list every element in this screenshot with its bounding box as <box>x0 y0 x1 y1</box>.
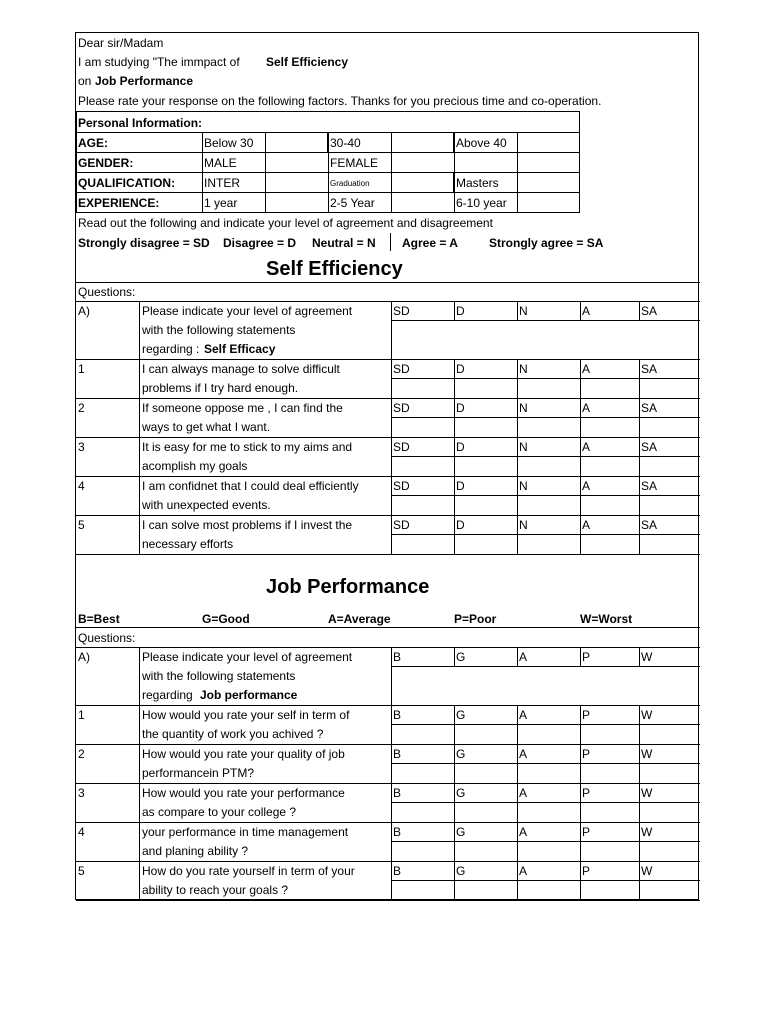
question-number: 3 <box>78 440 85 454</box>
rating-option[interactable]: N <box>519 518 528 532</box>
rating-option[interactable]: D <box>456 401 465 415</box>
divider <box>639 437 640 476</box>
divider <box>76 359 700 360</box>
divider <box>454 647 455 666</box>
divider <box>580 476 581 515</box>
legend-good: G=Good <box>202 612 250 626</box>
gender-option: FEMALE <box>330 156 379 170</box>
rating-option[interactable]: G <box>456 747 466 761</box>
divider <box>76 437 700 438</box>
rating-option[interactable]: D <box>456 440 465 454</box>
question-text: I can always manage to solve difficult <box>142 362 340 376</box>
questions-label: Questions: <box>78 631 136 645</box>
question-text: and planing ability ? <box>142 844 249 858</box>
divider <box>139 861 140 900</box>
experience-label: EXPERIENCE: <box>78 196 160 210</box>
divider <box>391 841 700 842</box>
rating-option[interactable]: P <box>582 825 591 839</box>
rating-option[interactable]: B <box>393 650 402 664</box>
divider <box>454 861 455 900</box>
rating-option[interactable]: P <box>582 650 591 664</box>
divider <box>517 301 518 320</box>
agreement-instruction: Read out the following and indicate your level of agreement and disagreement <box>78 216 493 230</box>
rating-option[interactable]: SD <box>393 304 410 318</box>
divider <box>328 132 329 213</box>
question-text: with the following statements <box>142 323 296 337</box>
question-text: as compare to your college ? <box>142 805 297 819</box>
scale-d: Disagree = D <box>223 236 297 250</box>
divider <box>139 359 140 398</box>
question-text: performancein PTM? <box>142 766 255 780</box>
scale-n: Neutral = N <box>312 236 376 250</box>
question-number: 4 <box>78 825 85 839</box>
rating-option[interactable]: N <box>519 304 528 318</box>
divider <box>391 320 700 321</box>
divider <box>76 705 700 706</box>
divider <box>391 705 392 744</box>
rating-option[interactable]: W <box>641 864 653 878</box>
divider <box>76 647 700 648</box>
divider <box>391 495 700 496</box>
divider <box>391 880 700 881</box>
legend-average: A=Average <box>328 612 391 626</box>
rating-option[interactable]: A <box>519 650 528 664</box>
intro-row-label: A) <box>78 650 90 664</box>
divider <box>390 233 391 251</box>
age-label: AGE: <box>78 136 108 150</box>
questions-label: Questions: <box>78 285 136 299</box>
question-text: problems if I try hard enough. <box>142 381 299 395</box>
divider <box>76 627 700 628</box>
question-text: Please indicate your level of agreement <box>142 650 353 664</box>
divider <box>76 783 700 784</box>
rating-option[interactable]: N <box>519 440 528 454</box>
question-number: 4 <box>78 479 85 493</box>
experience-option: 6-10 year <box>456 196 507 210</box>
divider <box>454 437 455 476</box>
divider <box>517 398 518 437</box>
question-number: 5 <box>78 518 85 532</box>
divider <box>391 802 700 803</box>
rating-option[interactable]: B <box>393 825 402 839</box>
divider <box>639 515 640 554</box>
rating-option[interactable]: G <box>456 864 466 878</box>
divider <box>517 705 518 744</box>
question-text: It is easy for me to stick to my aims and <box>142 440 353 454</box>
question-text: regarding <box>142 688 193 702</box>
rating-option[interactable]: N <box>519 479 528 493</box>
personal-info-header: Personal Information: <box>78 116 203 130</box>
divider <box>639 822 640 861</box>
question-number: 2 <box>78 747 85 761</box>
divider <box>639 783 640 822</box>
study-prefix: I am studying "The immpact of <box>78 55 240 69</box>
question-text: Please indicate your level of agreement <box>142 304 353 318</box>
divider <box>580 437 581 476</box>
divider <box>391 744 392 783</box>
rating-option[interactable]: D <box>456 518 465 532</box>
question-text: necessary efforts <box>142 537 234 551</box>
divider <box>454 783 455 822</box>
divider <box>391 783 392 822</box>
age-below-30-checkbox[interactable] <box>265 132 328 153</box>
divider <box>639 359 640 398</box>
question-text: If someone oppose me , I can find the <box>142 401 343 415</box>
rating-option[interactable]: G <box>456 650 466 664</box>
age-option: Above 40 <box>456 136 507 150</box>
divider <box>580 301 581 320</box>
divider <box>76 554 700 555</box>
rating-option[interactable]: B <box>393 864 402 878</box>
divider <box>139 744 140 783</box>
divider <box>580 359 581 398</box>
instruction-text: Please rate your response on the following factors. Thanks for you precious time and co-operation. <box>78 94 602 108</box>
rating-option[interactable]: N <box>519 401 528 415</box>
rating-option[interactable]: W <box>641 747 653 761</box>
rating-option[interactable]: A <box>519 786 528 800</box>
rating-option[interactable]: A <box>582 479 591 493</box>
on-topic: Job Performance <box>95 74 194 88</box>
intro-row-label: A) <box>78 304 90 318</box>
question-text: ways to get what I want. <box>142 420 271 434</box>
rating-option[interactable]: A <box>519 825 528 839</box>
qualification-masters-checkbox[interactable] <box>517 172 580 193</box>
rating-option[interactable]: D <box>456 304 465 318</box>
rating-option[interactable]: SD <box>393 401 410 415</box>
divider <box>391 724 700 725</box>
divider <box>391 456 700 457</box>
rating-option[interactable]: SA <box>641 401 658 415</box>
qualification-option: Graduation <box>330 179 370 188</box>
divider <box>139 398 140 437</box>
divider <box>580 822 581 861</box>
legend-poor: P=Poor <box>454 612 497 626</box>
rating-option[interactable]: B <box>393 708 402 722</box>
questionnaire-page <box>75 32 699 900</box>
rating-option[interactable]: B <box>393 747 402 761</box>
question-topic: Job performance <box>200 688 298 702</box>
question-number: 5 <box>78 864 85 878</box>
divider <box>580 705 581 744</box>
rating-option[interactable]: W <box>641 786 653 800</box>
question-number: 3 <box>78 786 85 800</box>
divider <box>580 398 581 437</box>
divider <box>639 744 640 783</box>
age-above-40-checkbox[interactable] <box>517 132 580 153</box>
divider <box>454 744 455 783</box>
divider <box>76 301 700 302</box>
rating-option[interactable]: W <box>641 708 653 722</box>
scale-a: Agree = A <box>402 236 458 250</box>
rating-option[interactable]: SD <box>393 518 410 532</box>
divider <box>76 515 700 516</box>
divider <box>639 647 640 666</box>
question-text: with the following statements <box>142 669 296 683</box>
qualification-label: QUALIFICATION: <box>78 176 176 190</box>
divider <box>517 822 518 861</box>
divider <box>391 647 392 705</box>
divider <box>639 476 640 515</box>
rating-option[interactable]: A <box>582 304 591 318</box>
rating-option[interactable]: N <box>519 362 528 376</box>
rating-option[interactable]: A <box>582 401 591 415</box>
divider <box>391 763 700 764</box>
age-option: Below 30 <box>204 136 254 150</box>
divider <box>391 359 392 398</box>
divider <box>639 705 640 744</box>
question-text: How would you rate your quality of job <box>142 747 345 761</box>
job-performance-title: Job Performance <box>266 576 430 598</box>
rating-option[interactable]: P <box>582 747 591 761</box>
divider <box>139 647 140 705</box>
divider <box>517 515 518 554</box>
divider <box>580 515 581 554</box>
gender-label: GENDER: <box>78 156 134 170</box>
question-number: 2 <box>78 401 85 415</box>
rating-option[interactable]: P <box>582 786 591 800</box>
rating-option[interactable]: P <box>582 708 591 722</box>
divider <box>76 282 700 283</box>
qualification-graduation-checkbox[interactable] <box>391 172 454 193</box>
question-text: How would you rate your self in term of <box>142 708 350 722</box>
legend-best: B=Best <box>78 612 120 626</box>
divider <box>517 861 518 900</box>
divider <box>76 744 700 745</box>
divider <box>517 783 518 822</box>
question-topic: Self Efficacy <box>204 342 276 356</box>
divider <box>76 476 700 477</box>
rating-option[interactable]: SD <box>393 479 410 493</box>
question-text: How would you rate your performance <box>142 786 345 800</box>
rating-option[interactable]: SD <box>393 440 410 454</box>
divider <box>517 476 518 515</box>
question-text: How do you rate yourself in term of your <box>142 864 355 878</box>
rating-option[interactable]: D <box>456 362 465 376</box>
on-prefix: on <box>78 74 92 88</box>
study-topic: Self Efficiency <box>266 55 349 69</box>
rating-option[interactable]: SA <box>641 518 658 532</box>
rating-option[interactable]: SA <box>641 440 658 454</box>
divider <box>517 359 518 398</box>
divider <box>391 666 700 667</box>
question-text: I am confidnet that I could deal efficiently <box>142 479 359 493</box>
divider <box>517 437 518 476</box>
rating-option[interactable]: A <box>582 440 591 454</box>
question-number: 1 <box>78 362 85 376</box>
divider <box>580 647 581 666</box>
divider <box>454 515 455 554</box>
divider <box>454 132 455 213</box>
divider <box>139 705 140 744</box>
experience-option: 1 year <box>204 196 238 210</box>
qualification-option: Masters <box>456 176 499 190</box>
divider <box>139 476 140 515</box>
question-text: I can solve most problems if I invest the <box>142 518 353 532</box>
divider <box>139 783 140 822</box>
divider <box>139 301 140 359</box>
divider <box>580 861 581 900</box>
divider <box>454 705 455 744</box>
divider <box>517 744 518 783</box>
rating-option[interactable]: G <box>456 786 466 800</box>
divider <box>391 476 392 515</box>
divider <box>454 822 455 861</box>
divider <box>139 515 140 554</box>
divider <box>454 359 455 398</box>
divider <box>391 437 392 476</box>
question-number: 1 <box>78 708 85 722</box>
divider <box>454 476 455 515</box>
divider <box>76 861 700 862</box>
divider <box>202 132 203 213</box>
salutation: Dear sir/Madam <box>78 36 164 50</box>
divider <box>76 822 700 823</box>
rating-option[interactable]: A <box>519 864 528 878</box>
rating-option[interactable]: SA <box>641 362 658 376</box>
rating-option[interactable]: G <box>456 708 466 722</box>
divider <box>454 398 455 437</box>
rating-option[interactable]: A <box>519 747 528 761</box>
question-text: regarding : <box>142 342 200 356</box>
rating-option[interactable]: SA <box>641 304 658 318</box>
divider <box>391 417 700 418</box>
rating-option[interactable]: SD <box>393 362 410 376</box>
divider <box>139 822 140 861</box>
divider <box>391 822 392 861</box>
divider <box>391 515 392 554</box>
question-text: ability to reach your goals ? <box>142 883 289 897</box>
rating-option[interactable]: A <box>519 708 528 722</box>
question-text: your performance in time management <box>142 825 349 839</box>
scale-sd: Strongly disagree = SD <box>78 236 210 250</box>
divider <box>76 398 700 399</box>
divider <box>391 378 700 379</box>
divider <box>139 437 140 476</box>
divider <box>639 861 640 900</box>
question-text: acomplish my goals <box>142 459 248 473</box>
legend-worst: W=Worst <box>580 612 633 626</box>
divider <box>639 301 640 320</box>
divider <box>580 744 581 783</box>
rating-option[interactable]: G <box>456 825 466 839</box>
rating-option[interactable]: A <box>582 362 591 376</box>
divider <box>639 398 640 437</box>
rating-option[interactable]: P <box>582 864 591 878</box>
rating-option[interactable]: B <box>393 786 402 800</box>
divider <box>580 783 581 822</box>
divider <box>517 647 518 666</box>
divider <box>76 900 700 901</box>
rating-option[interactable]: A <box>582 518 591 532</box>
age-30-40-checkbox[interactable] <box>391 132 454 153</box>
question-text: the quantity of work you achived ? <box>142 727 324 741</box>
rating-option[interactable]: SA <box>641 479 658 493</box>
qualification-option: INTER <box>204 176 240 190</box>
rating-option[interactable]: W <box>641 650 653 664</box>
gender-option: MALE <box>204 156 237 170</box>
self-efficiency-title: Self Efficiency <box>266 258 403 280</box>
question-text: with unexpected events. <box>142 498 271 512</box>
divider <box>454 301 455 320</box>
experience-option: 2-5 Year <box>330 196 375 210</box>
divider <box>391 534 700 535</box>
age-option: 30-40 <box>330 136 361 150</box>
divider <box>391 398 392 437</box>
rating-option[interactable]: W <box>641 825 653 839</box>
rating-option[interactable]: D <box>456 479 465 493</box>
divider <box>391 861 392 900</box>
scale-sa: Strongly agree = SA <box>489 236 604 250</box>
divider <box>391 301 392 359</box>
